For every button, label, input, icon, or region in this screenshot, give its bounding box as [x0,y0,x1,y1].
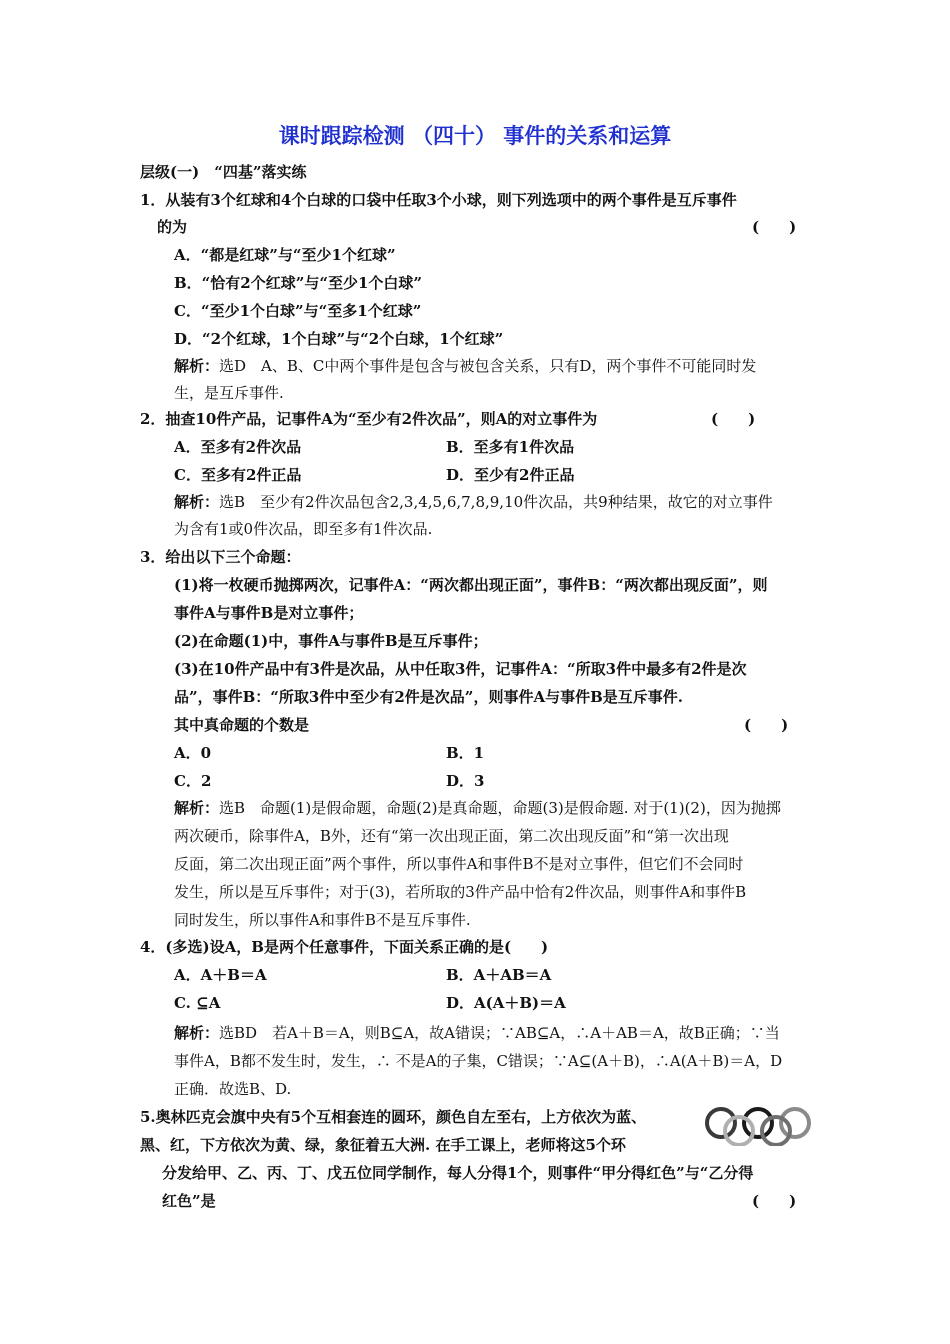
q1-option-a: A．“都是红球”与“至少1个红球” [174,246,396,264]
q4-option-b: B．A＋AB＝A [446,966,552,984]
q4-stem: 4．(多选)设A，B是两个任意事件，下面关系正确的是( ) [140,938,549,956]
q5-line3: 分发给甲、乙、丙、丁、戊五位同学制作，每人分得1个，则事件“甲分得红色”与“乙分得 [162,1164,754,1182]
q3-answer-blank: ( ) [744,716,789,734]
q3-prop3-line1: (3)在10件产品中有3件是次品，从中任取3件，记事件A：“所取3件中最多有2件是次 [174,660,747,678]
q1-solution-text: 选D A、B、C中两个事件是包含与被包含关系，只有D，两个事件不可能同时发 [219,357,757,375]
q4-solution-text: 选BD 若A＋B＝A，则B⊆A，故A错误；∵AB⊆A，∴A＋AB＝A，故B正确；∵当 [219,1024,780,1042]
q1-solution-line1 [174,356,756,376]
q3-stem: 3．给出以下三个命题： [140,548,301,566]
olympic-rings-icon [703,1106,813,1146]
q2-solution-line1 [174,492,773,512]
q2-option-a: A．至多有2件次品 [174,438,302,456]
q1-solution-label: 解析： [174,357,220,375]
q2-solution-text: 选B 至少有2件次品包含2,3,4,5,6,7,8,9,10件次品，共9种结果，故它的对立事件 [219,493,773,511]
q2-solution-line2: 为含有1或0件次品，即至多有1件次品. [174,520,433,538]
q1-option-d: D．“2个红球，1个白球”与“2个白球，1个红球” [174,330,504,348]
q4-option-d: D．A(A＋B)＝A [446,994,566,1012]
q3-option-c: C．2 [174,772,212,790]
q5-answer-blank: ( ) [752,1192,797,1210]
q3-prop3-line2: 品”，事件B：“所取3件中至少有2件是次品”，则事件A与事件B是互斥事件. [174,688,683,706]
q3-option-a: A．0 [174,744,212,762]
q1-stem-line2: 的为 [157,218,188,236]
q4-option-a: A．A＋B＝A [174,966,267,984]
q3-solution-text: 选B 命题(1)是假命题，命题(2)是真命题，命题(3)是假命题. 对于(1)(2)，因为抛掷 [219,799,781,817]
q3-option-d: D．3 [446,772,485,790]
q5-line4: 红色”是 [162,1192,216,1210]
q4-solution-line3: 正确．故选B、D. [174,1080,292,1098]
q3-solution-line5: 同时发生，所以事件A和事件B不是互斥事件. [174,911,471,929]
q4-solution-label: 解析： [174,1024,220,1042]
q2-solution-label: 解析： [174,493,220,511]
q5-line1: 5.奥林匹克会旗中央有5个互相套连的圆环，颜色自左至右，上方依次为蓝、 [140,1108,647,1126]
q3-solution-line3: 反面，第二次出现正面”两个事件，所以事件A和事件B不是对立事件，但它们不会同时 [174,855,744,873]
q3-prop2: (2)在命题(1)中，事件A与事件B是互斥事件； [174,632,488,650]
q3-prop1-line2: 事件A与事件B是对立事件； [174,604,364,622]
q3-solution-line1 [174,798,781,818]
q1-solution-line2: 生，是互斥事件. [174,384,284,402]
q1-option-b: B．“恰有2个红球”与“至少1个白球” [174,274,423,292]
q5-line2: 黑、红，下方依次为黄、绿，象征着五大洲. 在手工课上，老师将这5个环 [140,1136,626,1154]
q3-prop1-line1: (1)将一枚硬币抛掷两次，记事件A：“两次都出现正面”，事件B：“两次都出现反面”，则 [174,576,768,594]
q3-option-b: B．1 [446,744,485,762]
q4-solution-line2: 事件A，B都不发生时，发生，∴ 不是A的子集，C错误；∵A⊆(A＋B)，∴A(A＋B)＝A，D [174,1052,783,1070]
q2-option-b: B．至多有1件次品 [446,438,575,456]
q3-ask: 其中真命题的个数是 [174,716,310,734]
q3-solution-label: 解析： [174,799,220,817]
page-title: 课时跟踪检测 （四十） 事件的关系和运算 [278,124,672,148]
q4-option-c: C. ⊆A [174,994,221,1012]
q2-option-d: D．至少有2件正品 [446,466,575,484]
q2-answer-blank: ( ) [711,410,756,428]
q4-solution-line1 [174,1023,780,1043]
q3-solution-line4: 发生，所以是互斥事件；对于(3)，若所取的3件产品中恰有2件次品，则事件A和事件B [174,883,747,901]
q1-option-c: C．“至少1个白球”与“至多1个红球” [174,302,422,320]
level-heading: 层级(一) “四基”落实练 [140,163,307,181]
q1-answer-blank: ( ) [752,218,797,236]
q2-stem: 2．抽查10件产品，记事件A为“至少有2件次品”，则A的对立事件为 [140,410,598,428]
q1-stem-line1: 1．从装有3个红球和4个白球的口袋中任取3个小球，则下列选项中的两个事件是互斥事件 [140,191,737,209]
q3-solution-line2: 两次硬币，除事件A，B外，还有“第一次出现正面，第二次出现反面”和“第一次出现 [174,827,729,845]
q2-option-c: C．至多有2件正品 [174,466,302,484]
